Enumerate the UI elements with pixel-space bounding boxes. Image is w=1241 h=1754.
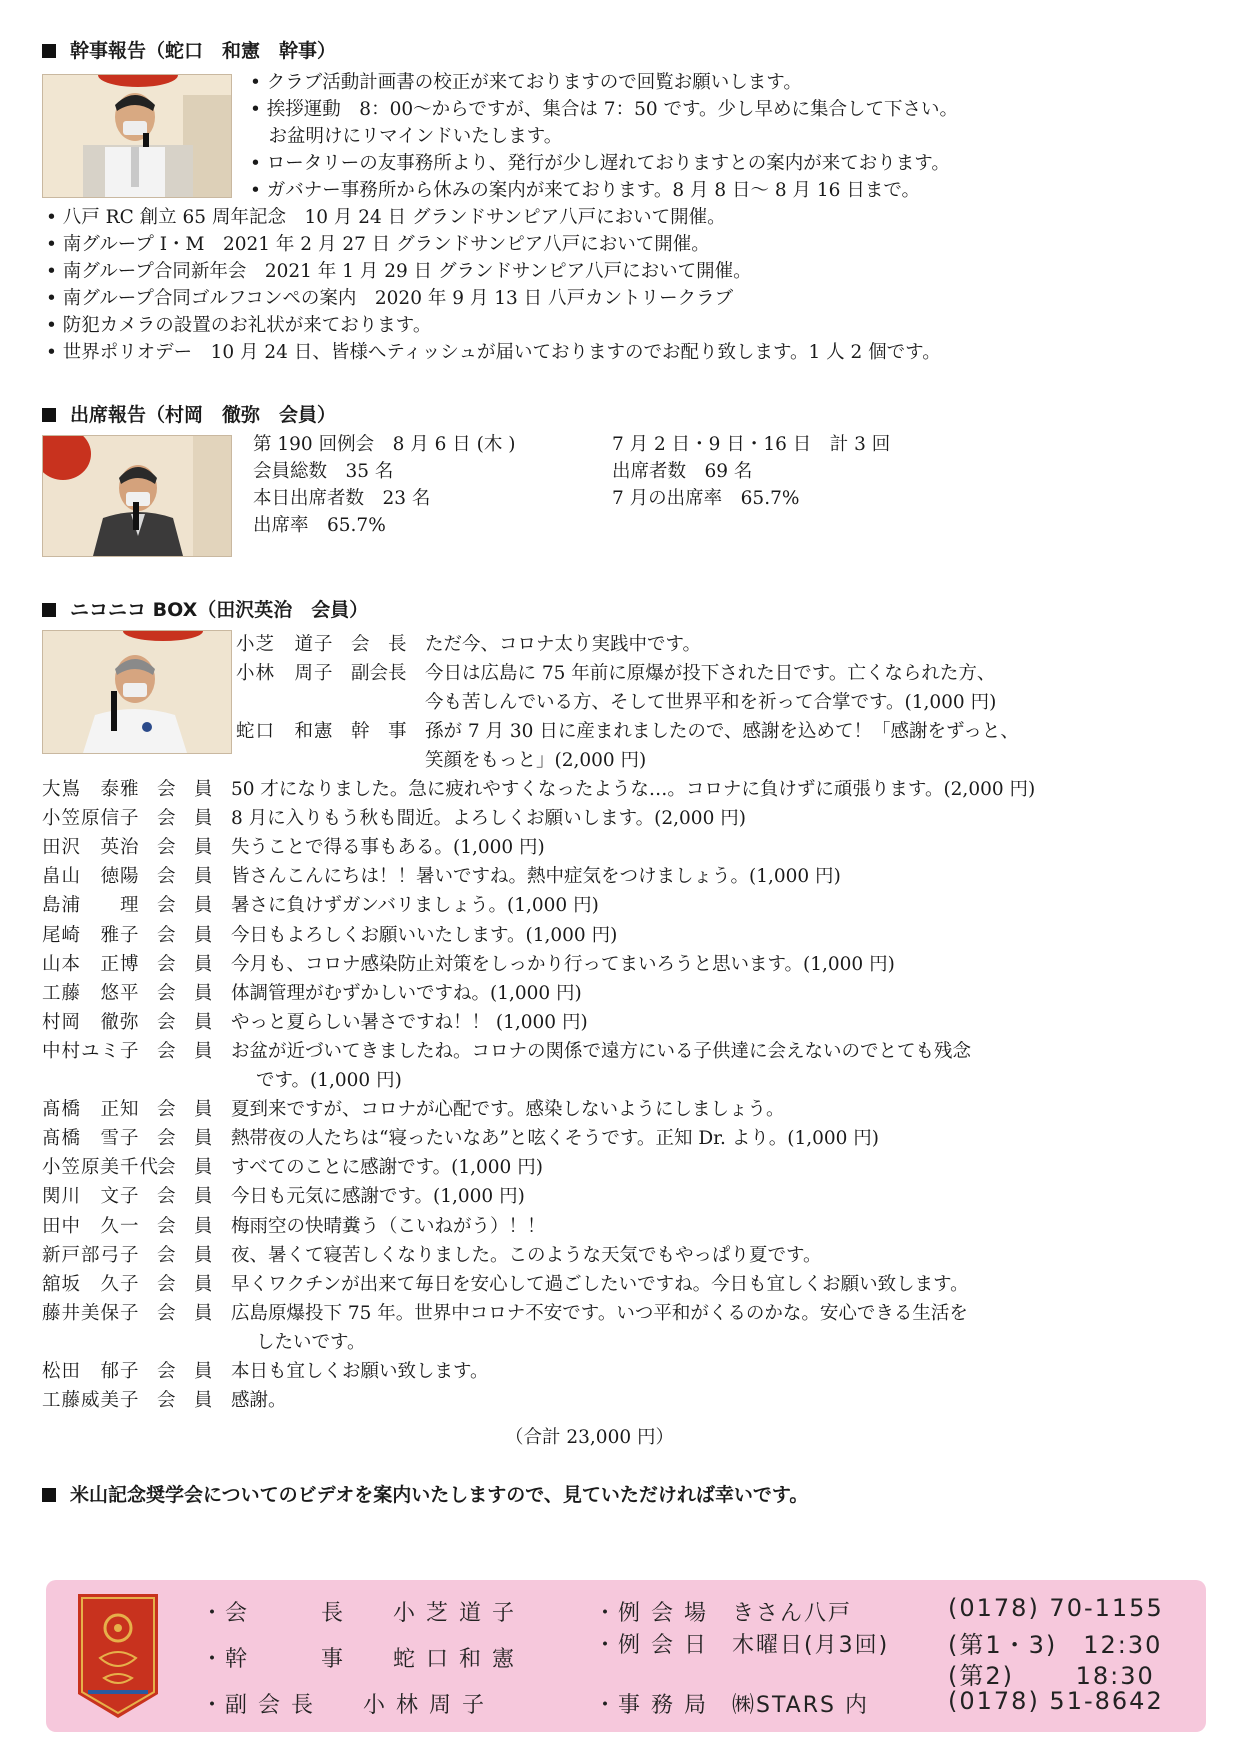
member-name: 工藤威美子	[42, 1390, 140, 1411]
niconico-row	[42, 1212, 546, 1241]
niconico-row	[42, 1095, 785, 1124]
niconico-total: （合計 23,000 円）	[505, 1427, 674, 1448]
niconico-row	[42, 1386, 287, 1415]
member-name: 大嶌 泰雅	[42, 779, 140, 800]
member-comment: 今月も、コロナ感染防止対策をしっかり行ってまいろうと思います。(1,000 円)	[231, 954, 895, 975]
niconico-row	[42, 979, 582, 1008]
niconico-row	[42, 1153, 543, 1182]
kanji-line: お盆明けにリマインドいたします。	[250, 126, 563, 147]
niconico-row	[42, 775, 1035, 804]
kanji-line: • 八戸 RC 創立 65 周年記念 10 月 24 日 グランドサンピア八戸において開催。	[46, 207, 726, 228]
member-role: 会 員	[157, 1128, 213, 1149]
niconico-row	[42, 833, 545, 862]
member-comment: 熱帯夜の人たちは“寝ったいなあ”と呟くそうです。正知 Dr. より。(1,000 円)	[231, 1128, 880, 1149]
member-comment: 早くワクチンが出来て毎日を安心して過ごしたいですね。今日も宜しくお願い致します。	[231, 1274, 969, 1295]
member-comment: 感謝。	[231, 1390, 287, 1411]
member-name: 藤井美保子	[42, 1303, 140, 1324]
member-comment: 今日は広島に 75 年前に原爆が投下された日です。亡くなられた方、	[425, 663, 996, 684]
member-role: 会 員	[157, 925, 213, 946]
member-comment: 今日も元気に感謝です。(1,000 円)	[231, 1186, 525, 1207]
footer-meeting-place: ・例 会 場 きさん八戸	[594, 1601, 852, 1626]
member-role: 会 員	[157, 1041, 213, 1062]
member-name: 村岡 徹弥	[42, 1012, 140, 1033]
member-name: 田沢 英治	[42, 837, 140, 858]
niconico-row	[42, 950, 895, 979]
footer-meeting-day: ・例 会 日 木曜日(月3回)	[594, 1633, 890, 1658]
footer-secretary: ・幹 事 蛇 口 和 憲	[201, 1647, 516, 1672]
member-name: 小笠原美千代	[42, 1157, 160, 1178]
member-comment: 孫が 7 月 30 日に産まれましたので、感謝を込めて！「感謝をずっと、	[425, 721, 1019, 742]
member-name: 小芝 道子	[236, 634, 334, 655]
club-banner-logo	[74, 1594, 162, 1718]
niconico-photo	[42, 630, 232, 754]
footer-time-1: (第1・3) 12:30	[948, 1631, 1163, 1659]
member-comment: 8 月に入りもう秋も間近。よろしくお願いします。(2,000 円)	[231, 808, 746, 829]
niconico-row	[236, 717, 1019, 746]
attendance-left-line: 第 190 回例会 8 月 6 日 (木 )	[253, 434, 516, 455]
niconico-row	[42, 1357, 489, 1386]
kanji-line: • 南グループ合同ゴルフコンペの案内 2020 年 9 月 13 日 八戸カントリークラブ	[46, 288, 734, 309]
niconico-row-continuation: 笑顔をもっと」(2,000 円)	[425, 750, 647, 771]
niconico-row	[236, 659, 995, 688]
member-name: 中村ユミ子	[42, 1041, 140, 1062]
member-name: 新戸部弓子	[42, 1245, 140, 1266]
kanji-line: • クラブ活動計画書の校正が来ておりますので回覧お願いします。	[250, 72, 802, 93]
member-role: 会 員	[157, 1390, 213, 1411]
member-comment: ただ今、コロナ太り実践中です。	[425, 634, 702, 655]
kanji-line: • 南グループ I・M 2021 年 2 月 27 日 グランドサンピア八戸において開催。	[46, 234, 710, 255]
member-name: 松田 郁子	[42, 1361, 140, 1382]
member-name: 工藤 悠平	[42, 983, 140, 1004]
member-name: 髙橋 正知	[42, 1099, 140, 1120]
member-role: 会 員	[157, 1245, 213, 1266]
member-role: 会 長	[351, 634, 407, 655]
square-bullet-icon	[42, 408, 56, 422]
member-role: 副会長	[351, 663, 407, 684]
attendance-right-line: 7 月 2 日・9 日・16 日 計 3 回	[612, 434, 891, 455]
niconico-row	[42, 1241, 822, 1270]
member-name: 髙橋 雪子	[42, 1128, 140, 1149]
attendance-photo	[42, 435, 232, 557]
member-role: 会 員	[157, 866, 213, 887]
kanji-report-heading: 幹事報告（蛇口 和憲 幹事）	[42, 36, 336, 63]
footer-time-2: (第2) 18:30	[948, 1662, 1155, 1690]
niconico-row	[42, 921, 617, 950]
niconico-row	[42, 1124, 879, 1153]
attendance-right-line: 7 月の出席率 65.7%	[612, 488, 800, 509]
niconico-row	[42, 1299, 968, 1328]
footer-phone-1: (0178) 70-1155	[948, 1594, 1164, 1622]
niconico-row	[42, 891, 599, 920]
niconico-row	[42, 1182, 525, 1211]
kanji-line: • 防犯カメラの設置のお礼状が来ております。	[46, 315, 432, 336]
niconico-row	[42, 804, 746, 833]
member-role: 会 員	[157, 1216, 213, 1237]
attendance-heading: 出席報告（村岡 徹弥 会員）	[42, 400, 336, 427]
member-role: 会 員	[157, 895, 213, 916]
member-name: 山本 正博	[42, 954, 140, 975]
member-name: 田中 久一	[42, 1216, 140, 1237]
niconico-row	[236, 630, 701, 659]
niconico-row-continuation: です。(1,000 円)	[256, 1070, 402, 1091]
member-comment: 失うことで得る事もある。(1,000 円)	[231, 837, 545, 858]
member-comment: 暑さに負けずガンバリましょう。(1,000 円)	[231, 895, 599, 916]
member-comment: 50 才になりました。急に疲れやすくなったような…。コロナに負けずに頑張ります。(2,000 円)	[231, 779, 1036, 800]
niconico-row	[42, 1270, 969, 1299]
member-role: 会 員	[157, 837, 213, 858]
niconico-row	[42, 1008, 588, 1037]
kanji-line: • ロータリーの友事務所より、発行が少し遅れておりますとの案内が来ております。	[250, 153, 950, 174]
member-comment: 梅雨空の快晴糞う（こいねがう）！！	[231, 1216, 546, 1237]
member-comment: 本日も宜しくお願い致します。	[231, 1361, 489, 1382]
member-role: 会 員	[157, 1186, 213, 1207]
square-bullet-icon	[42, 603, 56, 617]
kanji-line: • 南グループ合同新年会 2021 年 1 月 29 日 グランドサンピア八戸において開催。	[46, 261, 752, 282]
niconico-row	[42, 1037, 971, 1066]
member-role: 会 員	[157, 1012, 213, 1033]
niconico-row-continuation: 今も苦しんでいる方、そして世界平和を祈って合掌です。(1,000 円)	[425, 692, 997, 713]
member-role: 会 員	[157, 1274, 213, 1295]
member-comment: 夜、暑くて寝苦しくなりました。このような天気でもやっぱり夏です。	[231, 1245, 822, 1266]
member-role: 会 員	[157, 983, 213, 1004]
member-role: 会 員	[157, 779, 213, 800]
kanji-photo	[42, 74, 232, 198]
member-name: 小林 周子	[236, 663, 334, 684]
member-name: 尾崎 雅子	[42, 925, 140, 946]
footer-president: ・会 長 小 芝 道 子	[201, 1601, 516, 1626]
attendance-left-line: 会員総数 35 名	[253, 461, 394, 482]
niconico-row-continuation: したいです。	[256, 1332, 366, 1353]
square-bullet-icon	[42, 1488, 56, 1502]
yoneyama-heading: 米山記念奨学会についてのビデオを案内いたしますので、見ていただければ幸いです。	[42, 1480, 808, 1507]
member-comment: すべてのことに感謝です。(1,000 円)	[231, 1157, 543, 1178]
member-name: 蛇口 和憲	[236, 721, 334, 742]
member-role: 会 員	[157, 808, 213, 829]
member-comment: 広島原爆投下 75 年。世界中コロナ不安です。いつ平和がくるのかな。安心できる生活を	[231, 1303, 968, 1324]
member-name: 小笠原信子	[42, 808, 140, 829]
member-comment: 体調管理がむずかしいですね。(1,000 円)	[231, 983, 582, 1004]
member-name: 舘坂 久子	[42, 1274, 140, 1295]
member-comment: 今日もよろしくお願いいたします。(1,000 円)	[231, 925, 618, 946]
member-comment: お盆が近づいてきましたね。コロナの関係で遠方にいる子供達に会えないのでとても残念	[231, 1041, 972, 1062]
attendance-right-line: 出席者数 69 名	[612, 461, 753, 482]
member-comment: 夏到来ですが、コロナが心配です。感染しないようにしましょう。	[231, 1099, 785, 1120]
member-role: 会 員	[157, 1157, 213, 1178]
niconico-heading: ニコニコ BOX（田沢英治 会員）	[42, 595, 368, 622]
kanji-line: • 挨拶運動 8：00～からですが、集合は 7：50 です。少し早めに集合して下さい。	[250, 99, 959, 120]
kanji-line: • ガバナー事務所から休みの案内が来ております。8 月 8 日～ 8 月 16 日まで。	[250, 180, 920, 201]
club-info-footer	[46, 1580, 1206, 1732]
member-name: 関川 文子	[42, 1186, 140, 1207]
footer-vice-president: ・副 会 長 小 林 周 子	[201, 1693, 486, 1718]
attendance-left-line: 本日出席者数 23 名	[253, 488, 431, 509]
member-role: 会 員	[157, 1361, 213, 1382]
member-role: 会 員	[157, 1099, 213, 1120]
square-bullet-icon	[42, 44, 56, 58]
member-role: 幹 事	[351, 721, 407, 742]
attendance-left-line: 出席率 65.7%	[253, 515, 386, 536]
member-name: 島浦 理	[42, 895, 140, 916]
member-name: 畠山 徳陽	[42, 866, 140, 887]
member-comment: やっと夏らしい暑さですね！！ (1,000 円)	[231, 1012, 588, 1033]
kanji-line: • 世界ポリオデー 10 月 24 日、皆様へティッシュが届いておりますのでお配り致します。1 人 2 個です。	[46, 342, 941, 363]
member-role: 会 員	[157, 1303, 213, 1324]
member-role: 会 員	[157, 954, 213, 975]
footer-phone-2: (0178) 51-8642	[948, 1687, 1164, 1715]
niconico-row	[42, 862, 841, 891]
member-comment: 皆さんこんにちは！！暑いですね。熱中症気をつけましょう。(1,000 円)	[231, 866, 841, 887]
footer-office: ・事 務 局 ㈱STARS 内	[594, 1693, 869, 1718]
